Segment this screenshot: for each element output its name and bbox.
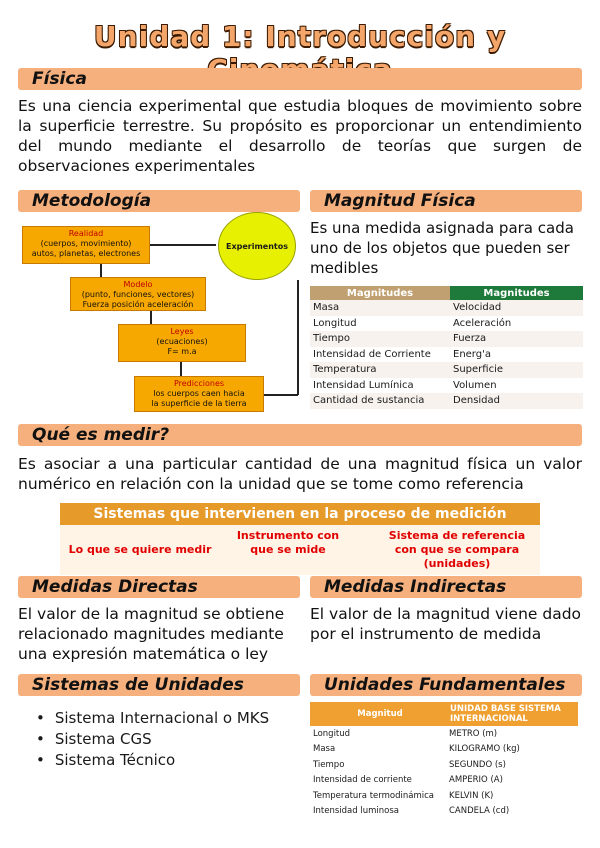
arrow-modelo-leyes (150, 311, 152, 324)
heading-sistemas: Sistemas de Unidades (32, 675, 244, 695)
fundamental-units-table (310, 702, 578, 819)
table-cell: KELVIN (K) (449, 790, 494, 801)
table-cell: Intensidad de corriente (313, 775, 412, 786)
systems-col-medir: Lo que se quiere medir (68, 543, 212, 556)
fund-header-right: UNIDAD BASE SISTEMA INTERNACIONAL (446, 702, 578, 726)
table-cell: AMPERIO (A) (449, 775, 503, 786)
table-cell: Temperatura (310, 362, 450, 378)
box-predicciones (134, 376, 264, 412)
table-cell: Fuerza (450, 331, 583, 347)
fisica-text: Es una ciencia experimental que estudia bloques de movimiento sobre la superficie terrestre. Su propósito es proporcionar un entendimiento del mundo mediante el desarrollo de teorías que surgen de observaciones experimentales (18, 97, 582, 175)
section-band-fisica (18, 68, 582, 90)
magnitudes-table (310, 286, 583, 409)
magnitud-text: Es una medida asignada para cada uno de los objetos que pueden ser medibles (310, 219, 574, 277)
realidad-line2: autos, planetas, electrones (31, 249, 141, 258)
section-band-indirectas (310, 576, 582, 598)
table-row (310, 804, 578, 820)
realidad-title: Realidad (68, 229, 104, 238)
table-row (310, 773, 578, 789)
circle-experimentos: Experimentos (218, 212, 296, 280)
directas-text: El valor de la magnitud se obtiene relacionado magnitudes mediante una expresión matemática o ley (18, 605, 285, 663)
table-cell: Masa (310, 300, 450, 316)
heading-magnitud: Magnitud Física (324, 191, 476, 211)
section-band-sistemas (18, 674, 300, 696)
magnitudes-header-right: Magnitudes (450, 286, 583, 300)
list-item: • Sistema Técnico (36, 750, 269, 771)
arrow-realidad-modelo (100, 264, 102, 277)
table-row (310, 742, 578, 758)
arrow-leyes-predicciones (180, 362, 182, 376)
modelo-line2: Fuerza posición aceleración (82, 300, 194, 309)
table-cell: Aceleración (450, 316, 583, 332)
leyes-line1: (ecuaciones) (156, 337, 208, 346)
table-row (310, 347, 583, 363)
table-row (310, 726, 578, 742)
table-cell: METRO (m) (449, 728, 498, 739)
list-item: • Sistema Internacional o MKS (36, 708, 269, 729)
arrow-predicciones-line (264, 394, 298, 396)
table-row (310, 788, 578, 804)
section-band-magnitud (310, 190, 582, 212)
table-cell: Masa (313, 744, 336, 755)
heading-indirectas: Medidas Indirectas (324, 577, 507, 597)
list-item: • Sistema CGS (36, 729, 269, 750)
fund-header-left: Magnitud (310, 702, 446, 726)
table-cell: Intensidad Lumínica (310, 378, 450, 394)
heading-fisica: Física (32, 69, 87, 89)
arrow-realidad-experimentos (150, 244, 216, 246)
heading-directas: Medidas Directas (32, 577, 198, 597)
section-band-medir (18, 424, 582, 446)
box-leyes (118, 324, 246, 362)
table-cell: Densidad (450, 393, 583, 409)
realidad-line1: (cuerpos, movimiento) (40, 239, 132, 248)
predicciones-line1: los cuerpos caen hacia (153, 389, 245, 398)
table-cell: Cantidad de sustancia (310, 393, 450, 409)
table-cell: Tiempo (313, 759, 345, 770)
medir-text: Es asociar a una particular cantidad de una magnitud física un valor numérico en relación con la unidad que se tome como referencia (18, 455, 582, 493)
table-cell: CANDELA (cd) (449, 806, 510, 817)
table-cell: KILOGRAMO (kg) (449, 744, 520, 755)
table-row (310, 393, 583, 409)
systems-col-referencia: Sistema de referencia con que se compara (unidades) (388, 529, 526, 570)
systems-col-instrumento: Instrumento con que se mide (236, 529, 340, 556)
page-title: Unidad 1: Introducción y (93, 20, 507, 53)
table-cell: Velocidad (450, 300, 583, 316)
section-band-fundamentales (310, 674, 582, 696)
heading-metodologia: Metodología (32, 191, 152, 211)
table-cell: Intensidad de Corriente (310, 347, 450, 363)
leyes-line2: F= m.a (167, 347, 197, 356)
table-row (310, 378, 583, 394)
table-cell: SEGUNDO (s) (449, 759, 506, 770)
table-cell: Tiempo (310, 331, 450, 347)
heading-medir: Qué es medir? (32, 425, 170, 445)
section-band-metodologia (18, 190, 300, 212)
magnitudes-header-left: Magnitudes (310, 286, 450, 300)
systems-box (60, 503, 540, 575)
table-cell: Temperatura termodinámica (313, 790, 434, 801)
leyes-title: Leyes (170, 327, 194, 336)
table-cell: Intensidad luminosa (313, 806, 399, 817)
section-band-directas (18, 576, 300, 598)
table-cell: Longitud (310, 316, 450, 332)
table-cell: Volumen (450, 378, 583, 394)
modelo-line1: (punto, funciones, vectores) (81, 290, 195, 299)
table-cell: Longitud (313, 728, 351, 739)
table-cell: Superficie (450, 362, 583, 378)
table-row (310, 316, 583, 332)
table-row (310, 300, 583, 316)
indirectas-text: El valor de la magnitud viene dado por el instrumento de medida (310, 605, 582, 643)
arrow-feedback-up (297, 280, 299, 395)
predicciones-title: Predicciones (173, 379, 225, 388)
heading-fundamentales: Unidades Fundamentales (324, 675, 566, 695)
table-row (310, 362, 583, 378)
modelo-title: Modelo (123, 280, 153, 289)
table-row (310, 757, 578, 773)
box-modelo (70, 277, 206, 311)
box-realidad (22, 226, 150, 264)
predicciones-line2: la superficie de la tierra (151, 399, 247, 408)
table-row (310, 331, 583, 347)
systems-title: Sistemas que intervienen en la proceso de medición (60, 503, 540, 525)
unit-systems-list (36, 708, 269, 771)
table-cell: Energ'a (450, 347, 583, 363)
